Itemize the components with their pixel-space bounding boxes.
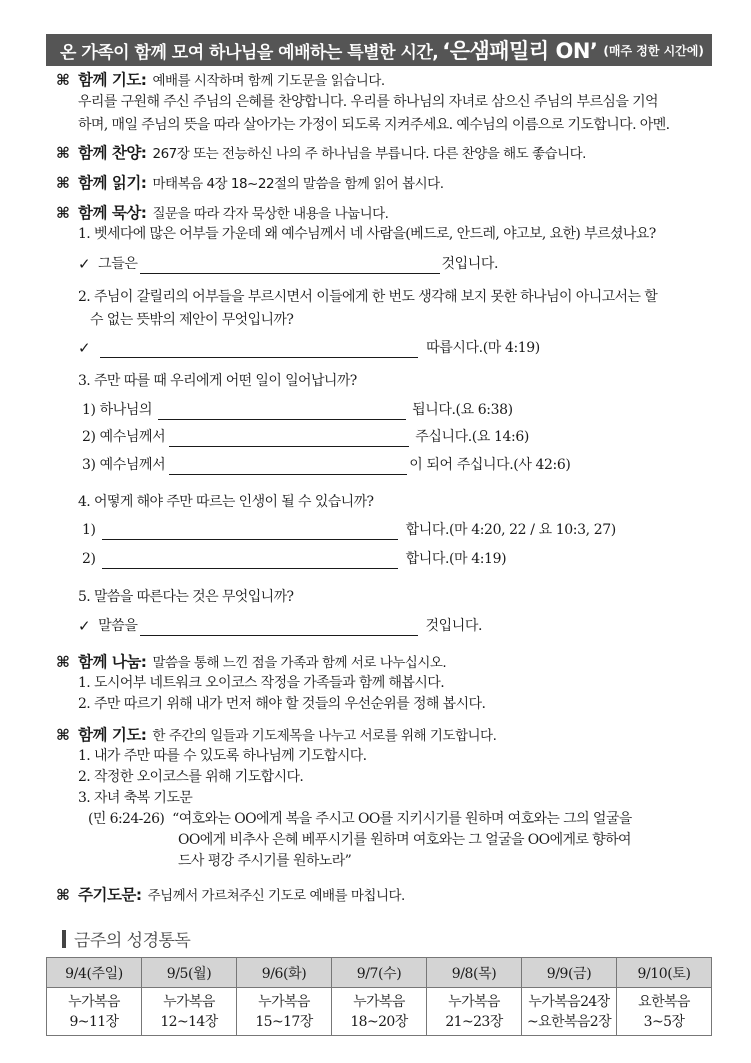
chapter-range: 18~20장 — [350, 1013, 408, 1030]
list-item: 1. 도시어부 네트워크 오이코스 작정을 가족들과 함께 해봅시다. — [78, 675, 445, 691]
answer-2-suffix: 따릅시다.(마 4:19) — [426, 340, 540, 356]
book-name: 누가복음 — [163, 993, 215, 1010]
prayer-title: 함께 기도: — [78, 71, 147, 89]
book-name: 누가복음 — [258, 993, 310, 1010]
chapter-range: 12~14장 — [160, 1013, 218, 1030]
answer-4-1 — [82, 520, 616, 540]
day-header: 9/10(토) — [617, 958, 712, 988]
chapter-range: 21~23장 — [445, 1013, 503, 1030]
reading-cell — [237, 988, 332, 1036]
answer-3-3-prefix: 3) 예수님께서 — [82, 457, 166, 473]
answer-5-blank[interactable] — [140, 621, 418, 636]
chapter-range: ~요한복음2장 — [526, 1013, 612, 1030]
reading-cell — [522, 988, 617, 1036]
answer-3-1-blank[interactable] — [158, 405, 406, 420]
list-item: 1. 내가 주만 따를 수 있도록 하나님께 기도합시다. — [78, 748, 367, 764]
command-mark-icon: ⌘ — [56, 726, 70, 744]
answer-5-suffix: 것입니다. — [425, 618, 483, 634]
prayer-section — [56, 70, 706, 137]
reading-cell — [142, 988, 237, 1036]
heading-bar — [62, 930, 66, 948]
command-mark-icon: ⌘ — [56, 886, 70, 904]
day-header: 9/6(화) — [237, 958, 332, 988]
check-icon: ✓ — [78, 255, 91, 273]
answer-4-2 — [82, 549, 506, 569]
question-2-line-2: 수 없는 뜻밖의 제안이 무엇입니까? — [90, 312, 294, 328]
prayer-line-1: 우리를 구원해 주신 주님의 은혜를 찬양합니다. 우리를 하나님의 자녀로 삼으신 주님의 부르심을 기억 — [78, 94, 658, 110]
answer-3-1 — [82, 400, 513, 420]
answer-3-1-suffix: 됩니다.(요 6:38) — [412, 402, 513, 418]
question-4: 4. 어떻게 해야 주만 따르는 인생이 될 수 있습니까? — [78, 494, 374, 510]
command-mark-icon: ⌘ — [56, 204, 70, 222]
meditation-title: 함께 묵상: — [78, 204, 147, 222]
day-header: 9/4(주일) — [47, 958, 142, 988]
answer-3-2-suffix: 주십니다.(요 14:6) — [415, 429, 529, 445]
closing-prayer-section — [56, 725, 496, 746]
reading-title: 함께 읽기: — [78, 174, 147, 192]
reading-section — [56, 173, 444, 194]
question-3: 3. 주만 따를 때 우리에게 어떤 일이 일어납니까? — [78, 373, 357, 389]
chapter-range: 9~11장 — [69, 1013, 119, 1030]
blessing-text-2: OO에게 비추사 은혜 베푸시기를 원하며 여호와는 그 얼굴을 OO에게로 향하여 — [178, 832, 631, 848]
answer-4-2-blank[interactable] — [102, 554, 398, 569]
answer-2 — [78, 338, 540, 358]
check-icon: ✓ — [78, 617, 91, 635]
sharing-section — [56, 652, 446, 673]
answer-1-prefix: 그들은 — [98, 256, 138, 272]
day-header: 9/5(월) — [142, 958, 237, 988]
answer-3-2-blank[interactable] — [169, 432, 409, 447]
praise-section — [56, 143, 586, 164]
answer-3-3 — [82, 455, 570, 475]
sharing-desc: 말씀을 통해 느낀 점을 가족과 함께 서로 나누십시오. — [152, 655, 447, 671]
answer-1 — [78, 254, 498, 274]
book-name: 누가복음 — [353, 993, 405, 1010]
answer-4-1-prefix: 1) — [82, 522, 96, 538]
answer-4-1-suffix: 합니다.(마 4:20, 22 / 요 10:3, 27) — [405, 522, 616, 538]
answer-4-2-prefix: 2) — [82, 551, 96, 567]
bible-reading-title: 금주의 성경통독 — [74, 931, 191, 951]
closing-prayer-title: 함께 기도: — [78, 726, 147, 744]
reading-cell — [617, 988, 712, 1036]
command-mark-icon: ⌘ — [56, 71, 70, 89]
lords-prayer-title: 주기도문: — [78, 886, 142, 904]
day-header: 9/7(수) — [332, 958, 427, 988]
chapter-range: 15~17장 — [255, 1013, 313, 1030]
answer-5-prefix: 말씀을 — [98, 618, 138, 634]
closing-prayer-desc: 한 주간의 일들과 기도제목을 나누고 서로를 위해 기도합니다. — [152, 728, 497, 744]
answer-1-suffix: 것입니다. — [441, 256, 499, 272]
answer-4-1-blank[interactable] — [102, 525, 398, 540]
answer-1-blank[interactable] — [140, 259, 440, 274]
reading-cell — [332, 988, 427, 1036]
answer-2-blank[interactable] — [100, 343, 418, 358]
praise-desc: 267장 또는 전능하신 나의 주 하나님을 부릅니다. 다른 찬양을 해도 좋습니다. — [152, 146, 586, 162]
answer-3-3-suffix: 이 되어 주십니다.(사 42:6) — [409, 457, 571, 473]
blessing-text-3: 드사 평강 주시기를 원하노라” — [178, 853, 352, 869]
book-name: 누가복음24장 — [528, 993, 610, 1010]
bible-reading-heading — [62, 926, 190, 951]
reading-cell — [427, 988, 522, 1036]
prayer-line-2: 하며, 매일 주님의 뜻을 따라 살아가는 가정이 되도록 지켜주세요. 예수님의 이름으로 기도합니다. 아멘. — [78, 117, 670, 133]
check-icon: ✓ — [78, 339, 91, 357]
table-row — [47, 988, 712, 1036]
day-header: 9/9(금) — [522, 958, 617, 988]
reading-cell — [47, 988, 142, 1036]
book-name: 요한복음 — [638, 993, 690, 1010]
answer-3-3-blank[interactable] — [169, 460, 407, 475]
answer-5 — [78, 616, 482, 636]
book-name: 누가복음 — [68, 993, 120, 1010]
list-item: 3. 자녀 축복 기도문 — [78, 790, 193, 806]
command-mark-icon: ⌘ — [56, 653, 70, 671]
header-brand: ‘은샘패밀리 ON’ — [442, 39, 598, 63]
reading-desc: 마태복음 4장 18~22절의 말씀을 함께 읽어 봅시다. — [152, 176, 444, 192]
meditation-desc: 질문을 따라 각자 묵상한 내용을 나눕니다. — [152, 206, 389, 222]
blessing-reference: (민 6:24-26) — [88, 811, 165, 827]
bible-reading-table — [46, 957, 712, 1036]
answer-3-1-prefix: 1) 하나님의 — [82, 402, 153, 418]
command-mark-icon: ⌘ — [56, 144, 70, 162]
command-mark-icon: ⌘ — [56, 174, 70, 192]
list-item: 2. 주만 따르기 위해 내가 먼저 해야 할 것들의 우선순위를 정해 봅시다. — [78, 696, 486, 712]
answer-3-2 — [82, 427, 529, 447]
question-5: 5. 말씀을 따른다는 것은 무엇입니까? — [78, 589, 294, 605]
book-name: 누가복음 — [448, 993, 500, 1010]
sharing-title: 함께 나눔: — [78, 653, 147, 671]
table-header-row — [47, 958, 712, 988]
header-title: 온 가족이 함께 모여 하나님을 예배하는 특별한 시간, — [60, 42, 439, 63]
lords-prayer-desc: 주님께서 가르쳐주신 기도로 예배를 마칩니다. — [147, 888, 405, 904]
blessing-text-1: “여호와는 OO에게 복을 주시고 OO를 지키시기를 원하며 여호와는 그의 얼굴을 — [172, 811, 632, 827]
answer-3-2-prefix: 2) 예수님께서 — [82, 429, 166, 445]
header-note: (매주 정한 시간에) — [603, 43, 704, 58]
blessing-line-1 — [88, 809, 632, 829]
lords-prayer-section — [56, 885, 405, 906]
question-1: 1. 벳세다에 많은 어부들 가운데 왜 예수님께서 네 사람을(베드로, 안드레, 야고보, 요한) 부르셨나요? — [78, 226, 656, 242]
list-item: 2. 작정한 오이코스를 위해 기도합시다. — [78, 769, 304, 785]
meditation-section — [56, 203, 388, 224]
page-header — [46, 34, 712, 66]
prayer-desc: 예배를 시작하며 함께 기도문을 읽습니다. — [152, 73, 385, 89]
answer-4-2-suffix: 합니다.(마 4:19) — [405, 551, 507, 567]
day-header: 9/8(목) — [427, 958, 522, 988]
praise-title: 함께 찬양: — [78, 144, 147, 162]
question-2-line-1: 2. 주님이 갈릴리의 어부들을 부르시면서 이들에게 한 번도 생각해 보지 못한 하나님이 아니고서는 할 — [78, 289, 658, 305]
chapter-range: 3~5장 — [643, 1013, 685, 1030]
